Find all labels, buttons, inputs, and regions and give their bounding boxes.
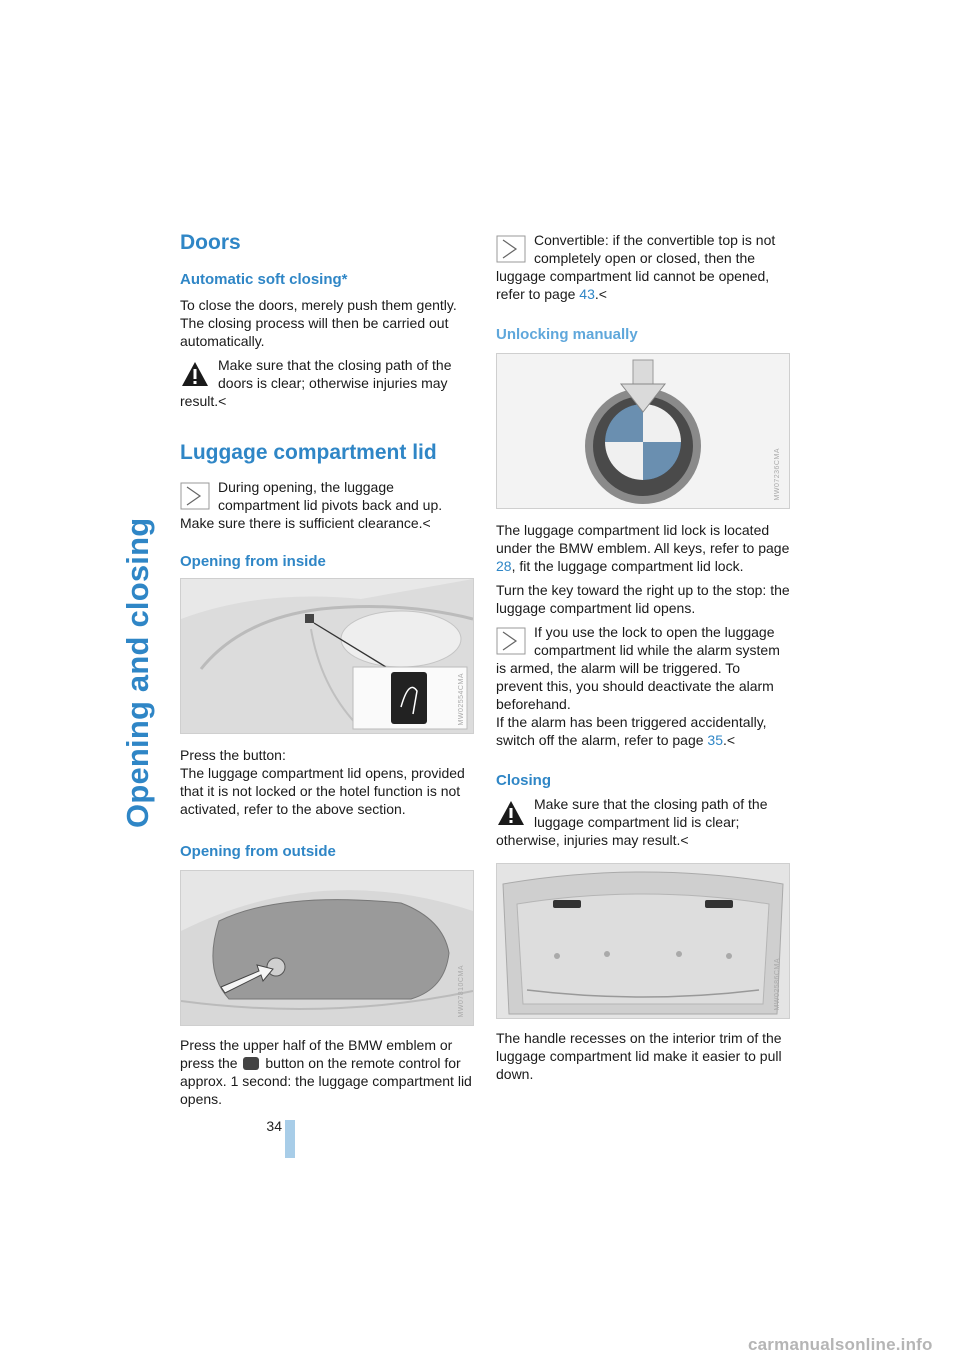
unlocking-figure: MW07236CMA xyxy=(496,353,790,509)
unlocking-text-2: Turn the key toward the right up to the stop: the luggage compartment lid opens. xyxy=(496,582,790,616)
page-number: 34 xyxy=(266,1118,282,1134)
emblem-lock-illustration xyxy=(497,354,789,508)
convertible-note: Convertible: if the convertible top is not completely open or closed, then the luggage compartment lid cannot be opened, refer to page 43.< xyxy=(496,232,776,302)
page-number-bar xyxy=(285,1120,295,1158)
auto-closing-heading: Automatic soft closing* xyxy=(180,271,348,288)
left-column xyxy=(180,228,472,1108)
auto-closing-text: To close the doors, merely push them gently. The closing process will then be carried out automatically. xyxy=(180,297,457,349)
alarm-note: If you use the lock to open the luggage compartment lid while the alarm system is armed, the alarm will be triggered. To prevent this, you should deactivate the alarm beforehand. If the alarm has been triggered accidentally, switch off the alarm, refer to page 35.< xyxy=(496,624,780,748)
trunk-lid-illustration xyxy=(181,871,473,1025)
trunk-remote-button-icon xyxy=(243,1057,259,1070)
outside-text: Press the upper half of the BMW emblem or press the button on the remote control for approx. 1 second: the luggage compartment lid opens. xyxy=(180,1037,472,1107)
inside-text-2: The luggage compartment lid opens, provided that it is not locked or the hotel function is not activated, refer to the above section. xyxy=(180,765,465,817)
page-link-28[interactable]: 28 xyxy=(496,558,512,574)
note-icon xyxy=(496,627,526,655)
page-link-43[interactable]: 43 xyxy=(579,286,595,302)
outside-heading: Opening from outside xyxy=(180,843,336,860)
unlocking-heading: Unlocking manually xyxy=(496,326,638,343)
page-link-35[interactable]: 35 xyxy=(707,732,723,748)
doors-warning: Make sure that the closing path of the doors is clear; otherwise injuries may result.< xyxy=(180,357,452,409)
footer-watermark: carmanualsonline.info xyxy=(748,1335,933,1354)
warning-icon xyxy=(496,799,526,827)
note-icon xyxy=(496,235,526,263)
luggage-heading: Luggage compartment lid xyxy=(180,441,437,464)
lid-interior-illustration xyxy=(497,864,789,1018)
note-icon xyxy=(180,482,210,510)
doors-heading: Doors xyxy=(180,231,241,254)
outside-emblem-figure: MW07810CMA xyxy=(180,870,474,1026)
chapter-title: Opening and closing xyxy=(120,517,155,828)
closing-heading: Closing xyxy=(496,772,551,789)
closing-text: The handle recesses on the interior trim of the luggage compartment lid make it easier to pull down. xyxy=(496,1030,782,1082)
warning-icon xyxy=(180,360,210,388)
inside-button-figure: MW02554CMA xyxy=(180,578,474,734)
closing-figure: MW02586CMA xyxy=(496,863,790,1019)
closing-warning: Make sure that the closing path of the luggage compartment lid is clear; otherwise, injuries may result.< xyxy=(496,796,768,848)
interior-panel-illustration xyxy=(181,579,473,733)
luggage-note: During opening, the luggage compartment lid pivots back and up. Make sure there is sufficient clearance.< xyxy=(180,479,443,531)
right-column xyxy=(496,228,790,1083)
inside-text-1: Press the button: xyxy=(180,747,286,763)
unlocking-text-1: The luggage compartment lid lock is located under the BMW emblem. All keys, refer to page 28, fit the luggage compartment lid lock. xyxy=(496,522,790,574)
inside-heading: Opening from inside xyxy=(180,553,326,570)
